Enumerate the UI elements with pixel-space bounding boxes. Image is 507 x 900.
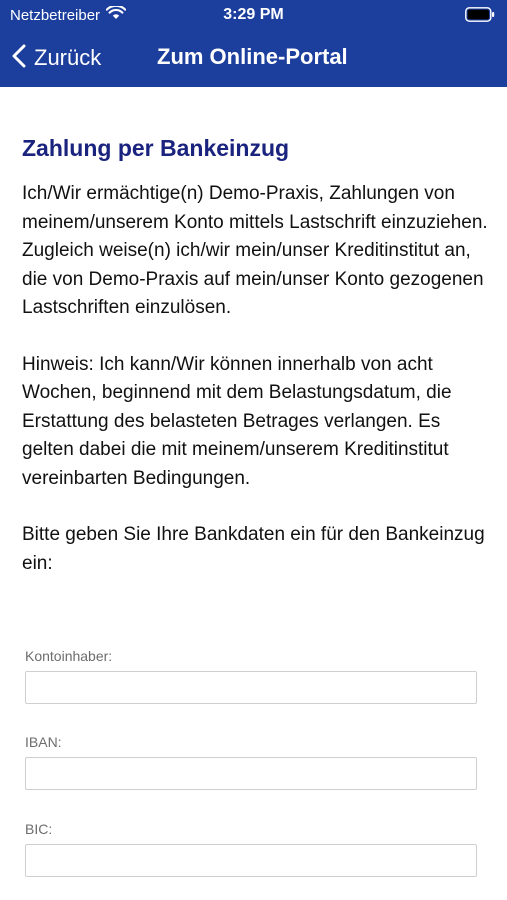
app-header bbox=[0, 0, 507, 87]
clock: 3:29 PM bbox=[223, 6, 284, 23]
battery-icon bbox=[465, 7, 495, 26]
bic-field-group bbox=[25, 820, 477, 877]
page-title: Zahlung per Bankeinzug bbox=[22, 135, 290, 161]
mandate-paragraph: Ich/Wir ermächtige(n) Demo-Praxis, Zahlungen von meinem/unserem Konto mittels Lastschrift einzuziehen. Zugleich weise(n) ich/wir mein/unser Kreditinstitut an, die von Demo-Praxis auf mein/unser Konto gezogenen Lastschriften einzulösen. bbox=[22, 183, 488, 318]
back-label: Zurück bbox=[34, 45, 102, 70]
account-holder-input[interactable] bbox=[25, 671, 477, 704]
iban-input[interactable] bbox=[25, 757, 477, 790]
status-bar bbox=[0, 0, 507, 30]
instruction-paragraph: Bitte geben Sie Ihre Bankdaten ein für den Bankeinzug ein: bbox=[22, 524, 485, 574]
back-button[interactable] bbox=[12, 40, 101, 76]
iban-field-group bbox=[25, 733, 477, 790]
main-content bbox=[22, 134, 492, 606]
iban-label: IBAN: bbox=[25, 734, 62, 750]
bic-input[interactable] bbox=[25, 844, 477, 877]
carrier-name: Netzbetreiber bbox=[10, 6, 101, 24]
chevron-left-icon bbox=[12, 44, 26, 73]
navigation-bar bbox=[0, 30, 507, 87]
notice-paragraph: Hinweis: Ich kann/Wir können innerhalb von acht Wochen, beginnend mit dem Belastungsdatum, die Erstattung des belasteten Betrages verlangen. Es gelten dabei die mit meinem/unserem Kreditinstitut vereinbarten Bedingungen. bbox=[22, 353, 452, 489]
account-holder-field-group bbox=[25, 647, 477, 704]
account-holder-label: Kontoinhaber: bbox=[25, 648, 113, 664]
nav-title: Zum Online-Portal bbox=[157, 44, 348, 69]
bic-label: BIC: bbox=[25, 821, 53, 837]
